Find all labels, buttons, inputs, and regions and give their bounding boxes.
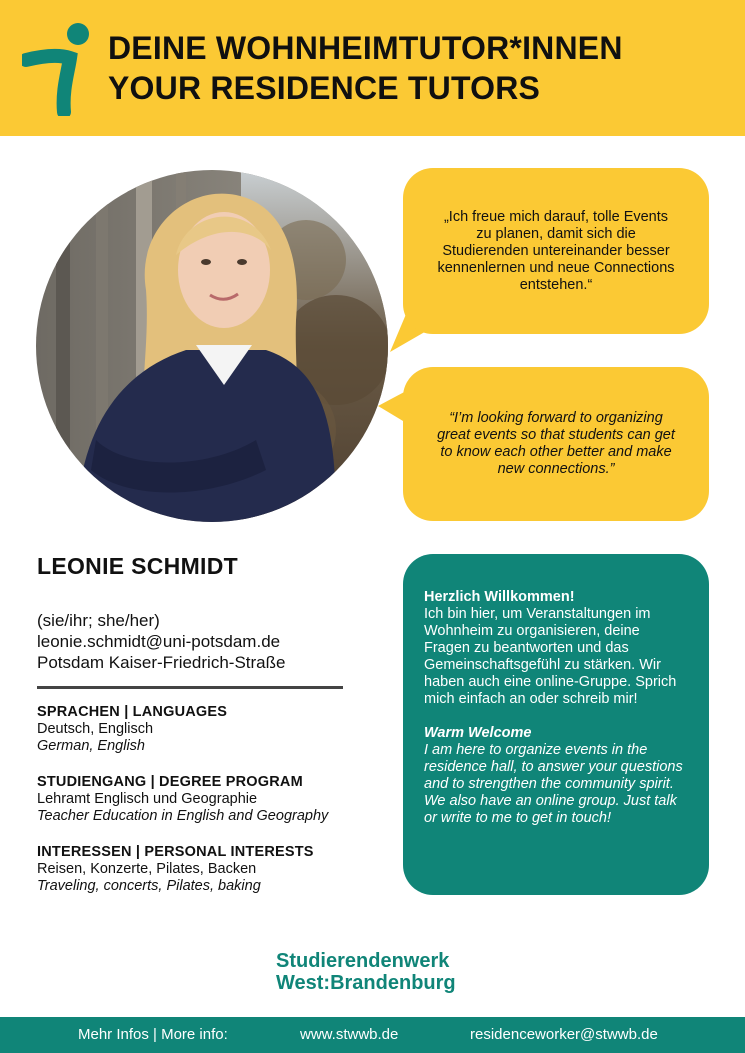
residence-location: Potsdam Kaiser-Friedrich-Straße (37, 653, 286, 672)
welcome-body-de: Ich bin hier, um Veranstaltungen im Wohnheim zu organisieren, deine Fragen zu beantworten und das Gemeinschaftsgefühl zu stärken. Wir haben auch eine online-Gruppe. Sprich mich einfach an oder schreib mir! (424, 606, 677, 707)
degree-section (37, 774, 328, 825)
brand-logo (276, 950, 456, 994)
divider (37, 686, 343, 689)
quote-bubble-german (403, 168, 709, 334)
welcome-heading-de: Herzlich Willkommen! (424, 589, 575, 605)
welcome-card (403, 554, 709, 895)
interests-heading: INTERESSEN | PERSONAL INTERESTS (37, 844, 314, 860)
info-logo-icon (22, 20, 92, 116)
welcome-body-en: I am here to organize events in the residence hall, to answer your questions and to strengthen the community spirit. We also have an online group. Just talk or write to me to get in touch! (424, 742, 683, 826)
quote-text-german: „Ich freue mich darauf, tolle Events zu planen, damit sich die Studierenden untereinander besser kennenlernen und neue Connections entstehen.“ (437, 208, 675, 293)
tutor-portrait-photo (36, 170, 388, 522)
pronouns: (sie/ihr; she/her) (37, 611, 160, 630)
quote-bubble-english (403, 367, 709, 521)
welcome-heading-en: Warm Welcome (424, 725, 532, 741)
brand-line-2: West:Brandenburg (276, 972, 456, 994)
interests-section (37, 844, 314, 895)
languages-de: Deutsch, Englisch (37, 721, 154, 737)
footer-bar (0, 1017, 745, 1053)
footer-website-link[interactable]: www.stwwb.de (300, 1026, 399, 1043)
languages-en: German, English (37, 738, 145, 754)
brand-line-1: Studierendenwerk (276, 950, 450, 972)
tutor-name: LEONIE SCHMIDT (37, 553, 238, 579)
degree-heading: STUDIENGANG | DEGREE PROGRAM (37, 774, 303, 790)
degree-de: Lehramt Englisch und Geographie (37, 791, 258, 807)
languages-section (37, 704, 227, 755)
interests-en: Traveling, concerts, Pilates, baking (37, 878, 261, 894)
page-title (108, 28, 623, 108)
email-link[interactable]: leonie.schmidt@uni-potsdam.de (37, 632, 281, 651)
title-line-de: DEINE WOHNHEIMTUTOR*INNEN (108, 30, 623, 66)
header-banner (0, 0, 745, 136)
quote-text-english: “I’m looking forward to organizing great events so that students can get to know each other better and make new connections.” (437, 410, 675, 477)
title-line-en: YOUR RESIDENCE TUTORS (108, 70, 541, 106)
contact-block (37, 610, 285, 673)
interests-de: Reisen, Konzerte, Pilates, Backen (37, 861, 257, 877)
languages-heading: SPRACHEN | LANGUAGES (37, 704, 228, 720)
degree-en: Teacher Education in English and Geography (37, 808, 329, 824)
footer-email-link[interactable]: residenceworker@stwwb.de (470, 1026, 658, 1043)
footer-label: Mehr Infos | More info: (78, 1026, 228, 1043)
